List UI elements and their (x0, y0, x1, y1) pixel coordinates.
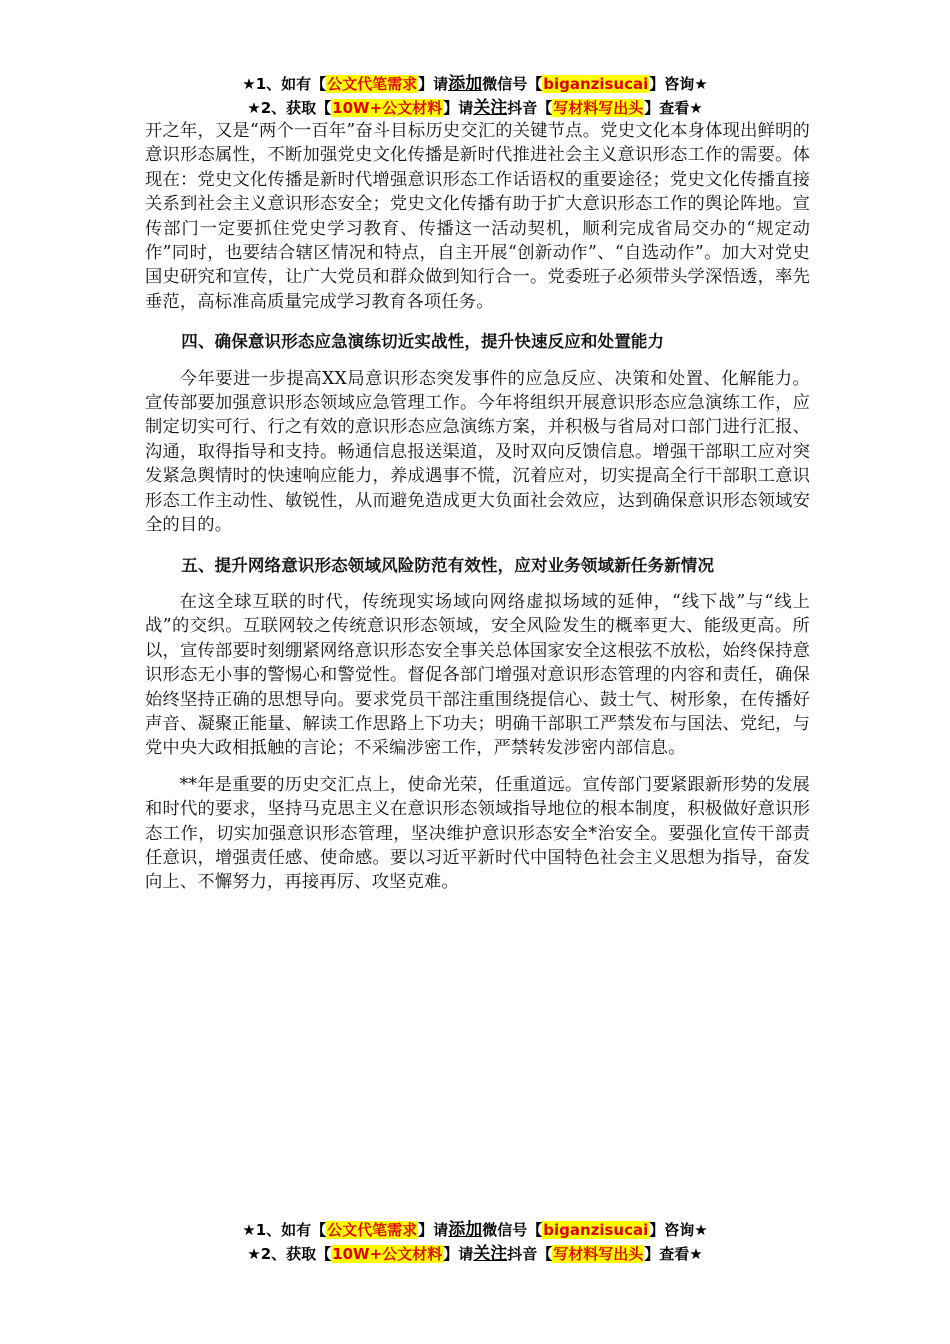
paragraph-section-4: 今年要进一步提高XX局意识形态突发事件的应急反应、决策和处置、化解能力。宣传部要加强意识形态领域应急管理工作。今年将组织开展意识形态应急演练工作，应制定切实可行、行之有效的意识形态应急演练方案，并积极与省局对口部门进行汇报、沟通，取得指导和支持。畅通信息报送渠道，及时双向反馈信息。增强干部职工应对突发紧急舆情时的快速响应能力，养成遇事不慌，沉着应对，切实提高全行干部职工意识形态工作主动性、敏锐性，从而避免造成更大负面社会效应，达到确保意识形态领域安全的目的。 (145, 368, 810, 536)
promo-line-1-mid: 】请 (418, 1221, 449, 1239)
promo-line-1-mid2: 微信号【 (482, 1221, 543, 1239)
paragraph-conclusion: **年是重要的历史交汇点上，使命光荣，任重道远。宣传部门要紧跟新形势的发展和时代的要求，坚持马克思主义在意识形态领域指导地位的根本制度，积极做好意识形态工作，切实加强意识形态管理，坚决维护意识形态安全*治安全。要强化宣传干部责任意识，增强责任感、使命感。要以习近平新时代中国特色社会主义思想为指导，奋发向上、不懈努力，再接再厉、攻坚克难。 (145, 774, 810, 893)
promo-highlight-wechat-id: biganzisucai (543, 75, 649, 93)
section-heading-5: 五、提升网络意识形态领域风险防范有效性，应对业务领域新任务新情况 (181, 555, 715, 575)
promo-line-2-suffix: 】查看★ (644, 1245, 703, 1263)
promo-line-2 (0, 96, 950, 120)
promo-line-2-suffix: 】查看★ (644, 99, 703, 117)
header-promo-banner (0, 72, 950, 120)
promo-line-2 (0, 1242, 950, 1266)
promo-highlight-douyin-account: 写材料写出头 (553, 99, 644, 117)
promo-line-2-prefix: ★2、获取【 (247, 1245, 332, 1263)
promo-line-1 (0, 72, 950, 96)
promo-highlight-materials: 10W+公文材料 (332, 1245, 443, 1263)
promo-line-1-suffix: 】咨询★ (649, 75, 708, 93)
promo-line-1-prefix: ★1、如有【 (242, 1221, 327, 1239)
promo-emphasis-follow: 关注 (473, 1244, 508, 1264)
promo-line-2-mid2: 抖音【 (507, 1245, 553, 1263)
promo-line-2-mid2: 抖音【 (507, 99, 553, 117)
promo-line-2-prefix: ★2、获取【 (247, 99, 332, 117)
promo-emphasis-add: 添加 (448, 74, 483, 94)
document-body (145, 119, 810, 895)
footer-promo-banner (0, 1218, 950, 1266)
promo-highlight-douyin-account: 写材料写出头 (553, 1245, 644, 1263)
promo-line-1-mid: 】请 (418, 75, 449, 93)
promo-line-1-prefix: ★1、如有【 (242, 75, 327, 93)
promo-line-1-mid2: 微信号【 (482, 75, 543, 93)
promo-line-1 (0, 1218, 950, 1242)
paragraph-continued: 开之年，又是“两个一百年”奋斗目标历史交汇的关键节点。党史文化本身体现出鲜明的意识形态属性，不断加强党史文化传播是新时代推进社会主义意识形态工作的需要。体现在：党史文化传播是新时代增强意识形态工作话语权的重要途径；党史文化传播直接关系到社会主义意识形态安全；党史文化传播有助于扩大意识形态工作的舆论阵地。宣传部门一定要抓住党史学习教育、传播这一活动契机，顺利完成省局交办的“规定动作”同时，也要结合辖区情况和特点，自主开展“创新动作”、“自选动作”。加大对党史国史研究和宣传，让广大党员和群众做到知行合一。党委班子必须带头学深悟透，率先垂范，高标准高质量完成学习教育各项任务。 (145, 121, 810, 312)
promo-highlight-ghostwriting: 公文代笔需求 (327, 1221, 418, 1239)
promo-line-2-mid: 】请 (443, 99, 474, 117)
promo-line-2-mid: 】请 (443, 1245, 474, 1263)
promo-highlight-wechat-id: biganzisucai (543, 1221, 649, 1239)
section-heading-4: 四、确保意识形态应急演练切近实战性，提升快速反应和处置能力 (181, 332, 665, 352)
promo-emphasis-add: 添加 (448, 1220, 483, 1240)
promo-line-1-suffix: 】咨询★ (649, 1221, 708, 1239)
promo-highlight-materials: 10W+公文材料 (332, 99, 443, 117)
promo-emphasis-follow: 关注 (473, 98, 508, 118)
paragraph-section-5: 在这全球互联的时代，传统现实场域向网络虚拟场域的延伸，“线下战”与“线上战”的交织。互联网较之传统意识形态领域，安全风险发生的概率更大、能级更高。所以，宣传部要时刻绷紧网络意识形态安全事关总体国家安全这根弦不放松，始终保持意识形态无小事的警惕心和警觉性。督促各部门增强对意识形态管理的内容和责任，确保始终坚持正确的思想导向。要求党员干部注重围绕提信心、鼓士气、树形象，在传播好声音、凝聚正能量、解读工作思路上下功夫；明确干部职工严禁发布与国法、党纪，与党中央大政相抵触的言论；不采编涉密工作，严禁转发涉密内部信息。 (145, 591, 810, 759)
promo-highlight-ghostwriting: 公文代笔需求 (327, 75, 418, 93)
